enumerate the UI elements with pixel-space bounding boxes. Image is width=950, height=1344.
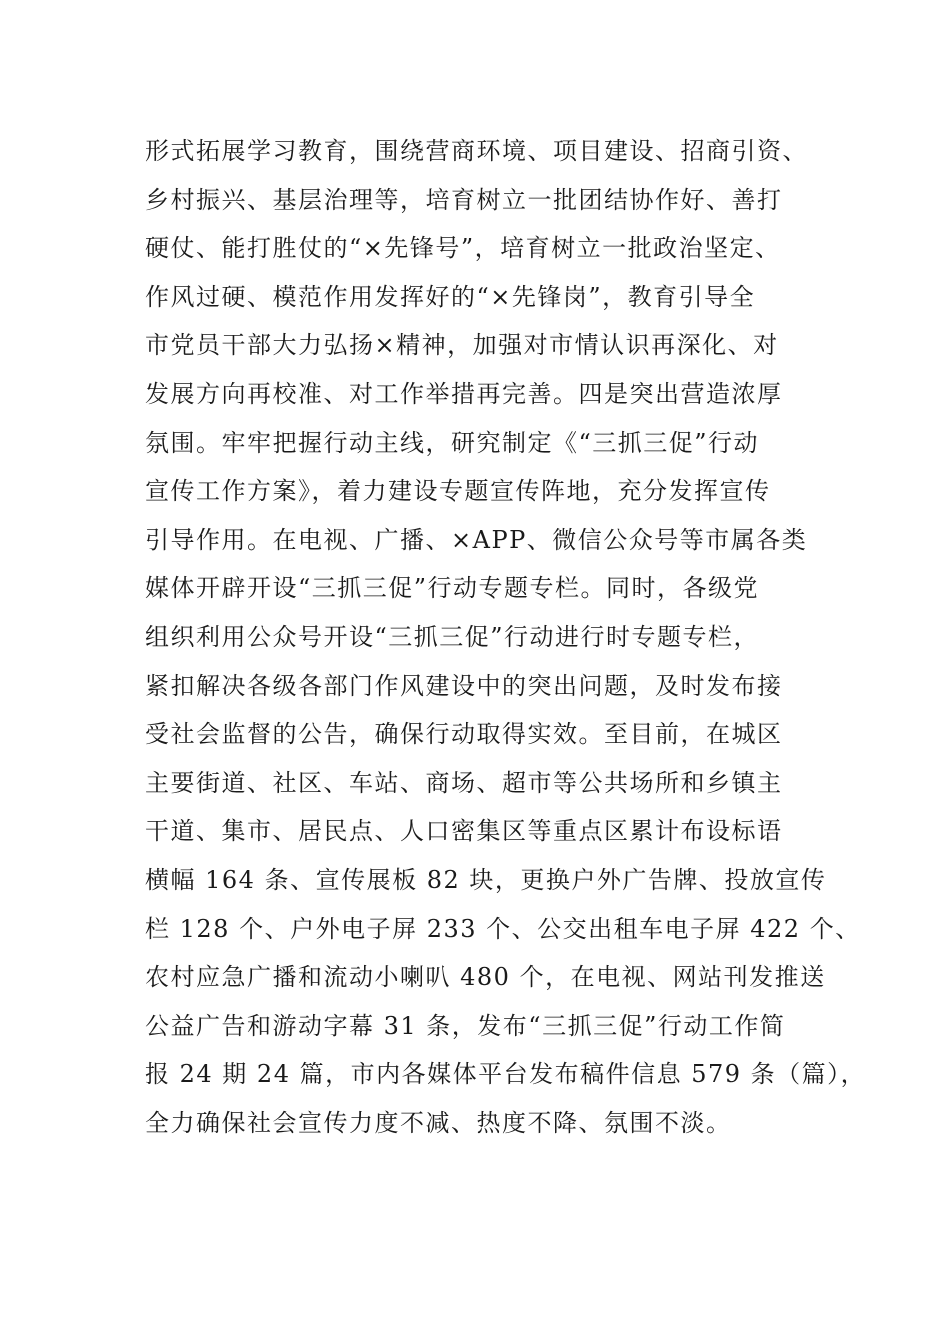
text-line-11: 组织利用公众号开设“三抓三促”行动进行时专题专栏， bbox=[145, 622, 760, 651]
text-line-21: 全力确保社会宣传力度不减、热度不降、氛围不淡。 bbox=[145, 1108, 732, 1137]
text-line-20: 报 24 期 24 篇，市内各媒体平台发布稿件信息 579 条（篇）， bbox=[145, 1060, 867, 1089]
text-line-7: 氛围。牢牢把握行动主线，研究制定《“三抓三促”行动 bbox=[145, 428, 760, 457]
text-line-9: 引导作用。在电视、广播、×APP、微信公众号等市属各类 bbox=[145, 525, 808, 554]
text-line-1: 形式拓展学习教育，围绕营商环境、项目建设、招商引资、 bbox=[145, 137, 808, 165]
text-line-10: 媒体开辟开设“三抓三促”行动专题专栏。同时，各级党 bbox=[145, 574, 760, 603]
body-text bbox=[145, 127, 867, 1147]
text-line-19: 公益广告和游动字幕 31 条，发布“三抓三促”行动工作简 bbox=[145, 1011, 786, 1040]
text-line-2: 乡村振兴、基层治理等，培育树立一批团结协作好、善打 bbox=[145, 185, 783, 214]
text-line-14: 主要街道、社区、车站、商场、超市等公共场所和乡镇主 bbox=[145, 768, 783, 797]
text-line-4: 作风过硬、模范作用发挥好的“×先锋岗”，教育引导全 bbox=[145, 282, 756, 311]
text-line-8: 宣传工作方案》，着力建设专题宣传阵地，充分发挥宣传 bbox=[145, 477, 771, 506]
text-line-13: 受社会监督的公告，确保行动取得实效。至目前，在城区 bbox=[145, 720, 783, 749]
text-line-5: 市党员干部大力弘扬×精神，加强对市情认识再深化、对 bbox=[145, 331, 779, 360]
text-line-12: 紧扣解决各级各部门作风建设中的突出问题，及时发布接 bbox=[145, 671, 783, 700]
text-line-18: 农村应急广播和流动小喇叭 480 个，在电视、网站刊发推送 bbox=[145, 963, 826, 992]
text-line-3: 硬仗、能打胜仗的“×先锋号”，培育树立一批政治坚定、 bbox=[145, 234, 781, 263]
text-line-6: 发展方向再校准、对工作举措再完善。四是突出营造浓厚 bbox=[145, 379, 783, 408]
text-line-15: 干道、集市、居民点、人口密集区等重点区累计布设标语 bbox=[145, 817, 783, 846]
text-line-17: 栏 128 个、户外电子屏 233 个、公交出租车电子屏 422 个、 bbox=[145, 914, 861, 943]
text-line-16: 横幅 164 条、宣传展板 82 块，更换户外广告牌、投放宣传 bbox=[145, 865, 827, 894]
